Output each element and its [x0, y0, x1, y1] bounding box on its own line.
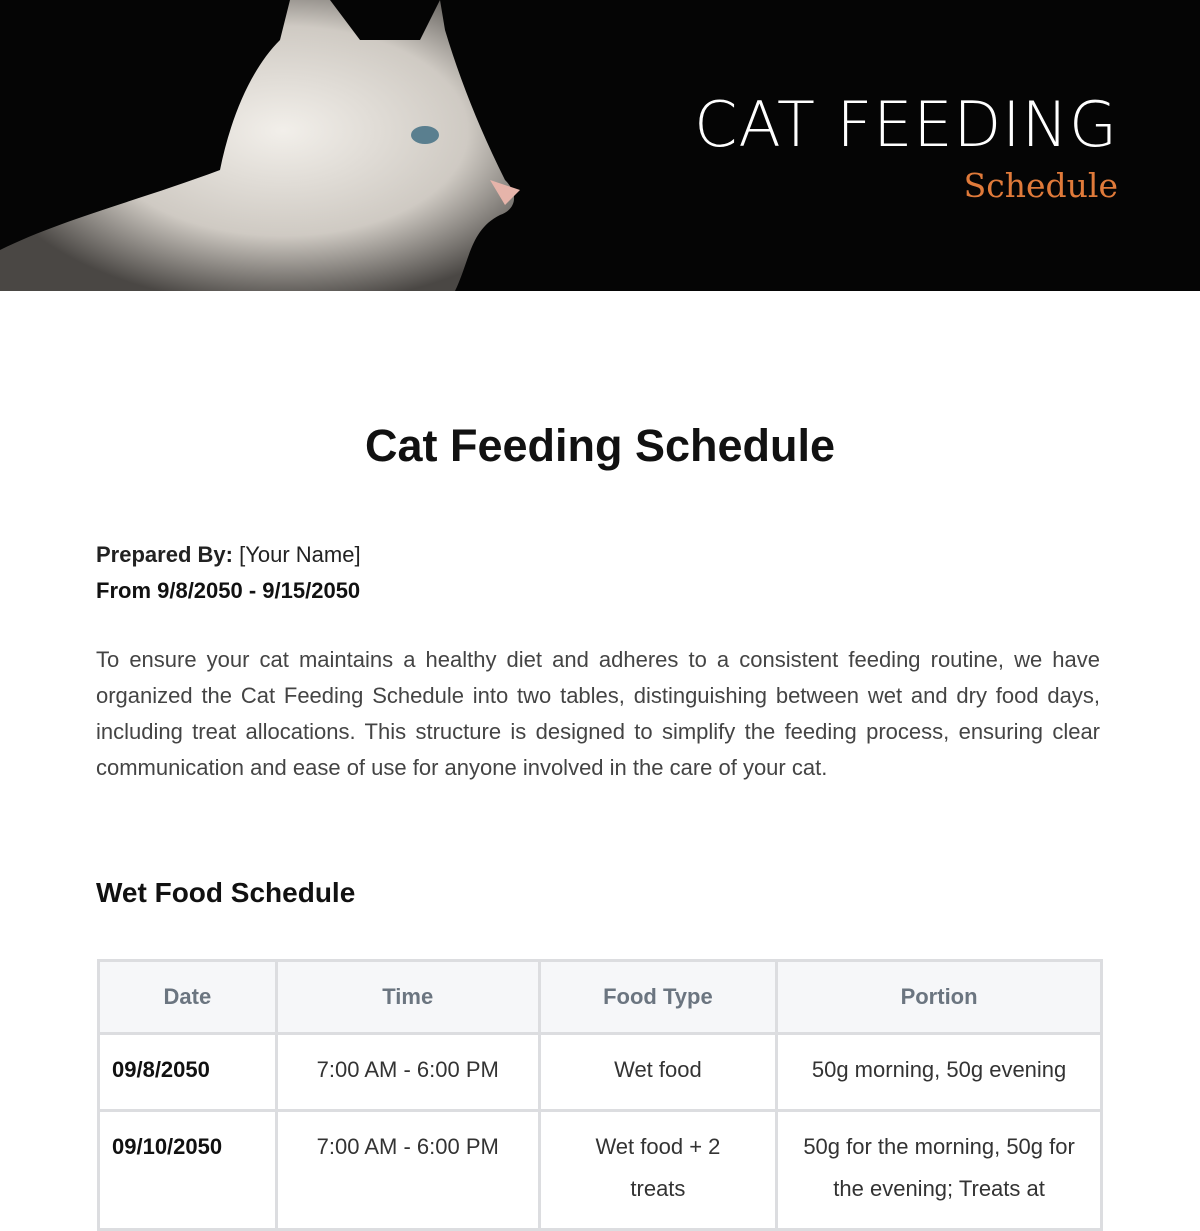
- table-row: [99, 1034, 1102, 1111]
- cell-date: 09/10/2050: [99, 1111, 277, 1230]
- date-range: From 9/8/2050 - 9/15/2050: [96, 578, 361, 603]
- page-title: Cat Feeding Schedule: [364, 420, 836, 471]
- table-row: [99, 1111, 1102, 1230]
- cell-portion: 50g for the morning, 50g for the evening; Treats at: [777, 1111, 1102, 1230]
- wet-food-table: [97, 959, 1103, 1231]
- cell-date: 09/8/2050: [99, 1034, 277, 1111]
- cell-food-type: Wet food + 2 treats: [539, 1111, 776, 1230]
- column-header-time: Time: [276, 961, 539, 1034]
- cell-time: 7:00 AM - 6:00 PM: [276, 1111, 539, 1230]
- column-header-portion: Portion: [777, 961, 1102, 1034]
- table-header-row: [99, 961, 1102, 1034]
- cell-portion: 50g morning, 50g evening: [777, 1034, 1102, 1111]
- wet-food-heading: Wet Food Schedule: [96, 877, 356, 908]
- document-meta: [96, 537, 361, 609]
- cell-food-type: Wet food: [539, 1034, 776, 1111]
- banner-title: CAT FEEDING: [694, 88, 1118, 161]
- intro-paragraph: To ensure your cat maintains a healthy diet and adheres to a consistent feeding routine, we have organized the Cat Feeding Schedule into two tables, distinguishing between wet and dry food days, including treat allocations. This structure is designed to simplify the feeding process, ensuring clear communication and ease of use for anyone involved in the care of your cat.: [96, 647, 1100, 780]
- header-banner: [0, 0, 1200, 291]
- cat-photo: [0, 0, 560, 291]
- column-header-date: Date: [99, 961, 277, 1034]
- prepared-by-value: [Your Name]: [239, 542, 361, 567]
- cell-time: 7:00 AM - 6:00 PM: [276, 1034, 539, 1111]
- prepared-by-label: Prepared By:: [96, 542, 233, 567]
- prepared-by: [96, 537, 361, 573]
- column-header-food-type: Food Type: [539, 961, 776, 1034]
- banner-subtitle: Schedule: [963, 166, 1118, 205]
